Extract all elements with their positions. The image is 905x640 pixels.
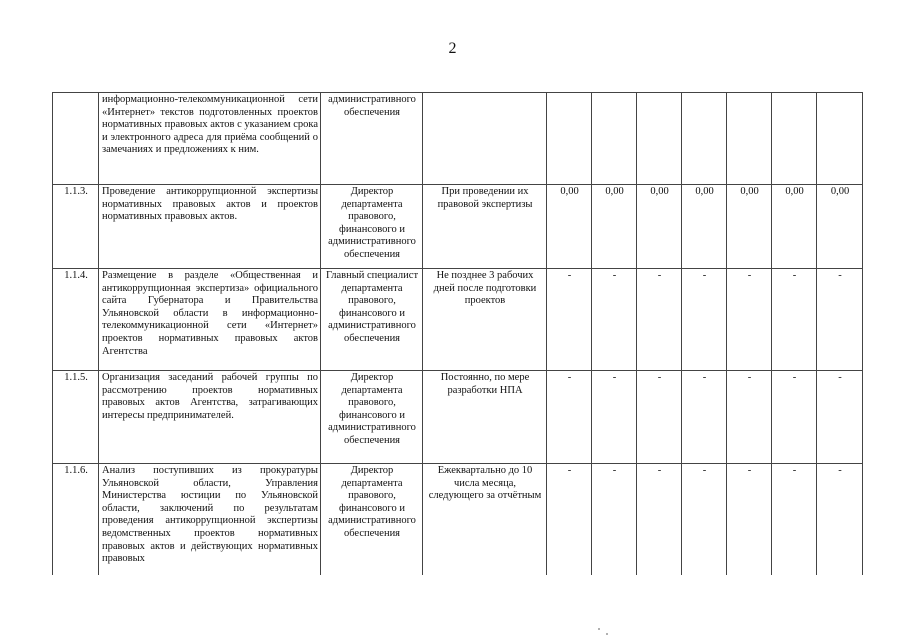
funding-value-cell: 0,00 bbox=[727, 185, 772, 269]
funding-value-cell: - bbox=[817, 269, 863, 371]
funding-value-cell: 0,00 bbox=[772, 185, 817, 269]
deadline-cell: При проведении их правовой экспертизы bbox=[423, 185, 547, 269]
table-row bbox=[53, 269, 863, 371]
funding-value-cell: - bbox=[592, 269, 637, 371]
deadline-cell: Не позднее 3 рабочих дней после подготовки проектов bbox=[423, 269, 547, 371]
deadline-cell: Ежеквартально до 10 числа месяца, следующего за отчётным bbox=[423, 464, 547, 576]
funding-value-cell bbox=[592, 93, 637, 185]
funding-value-cell: - bbox=[682, 269, 727, 371]
funding-value-cell: 0,00 bbox=[682, 185, 727, 269]
item-number-cell bbox=[53, 93, 99, 185]
table-row bbox=[53, 371, 863, 464]
activity-name-cell: Анализ поступивших из прокуратуры Ульяновской области, Управления Министерства юстиции по Ульяновской области, заключений по результатам проведения антикоррупционной экспертизы ведомственных проектов нормативных правовых актов и действующих нормативных правовых bbox=[99, 464, 321, 576]
anticorruption-plan-table bbox=[52, 92, 863, 575]
funding-value-cell: - bbox=[727, 371, 772, 464]
funding-value-cell bbox=[727, 93, 772, 185]
funding-value-cell: - bbox=[817, 464, 863, 576]
funding-value-cell bbox=[772, 93, 817, 185]
item-number-cell: 1.1.5. bbox=[53, 371, 99, 464]
funding-value-cell bbox=[682, 93, 727, 185]
funding-value-cell: - bbox=[637, 371, 682, 464]
funding-value-cell: - bbox=[772, 371, 817, 464]
funding-value-cell: 0,00 bbox=[817, 185, 863, 269]
funding-value-cell: 0,00 bbox=[547, 185, 592, 269]
activity-name-cell: Размещение в разделе «Общественная и антикоррупционная экспертиза» официального сайта Губернатора и Правительства Ульяновской области в информационно-телекоммуникационной сети «Интернет» проектов нормативных правовых актов Агентства bbox=[99, 269, 321, 371]
item-number-cell: 1.1.6. bbox=[53, 464, 99, 576]
funding-value-cell: - bbox=[547, 269, 592, 371]
deadline-cell: Постоянно, по мере разработки НПА bbox=[423, 371, 547, 464]
activity-name-cell: Проведение антикоррупционной экспертизы нормативных правовых актов и проектов нормативных правовых актов. bbox=[99, 185, 321, 269]
funding-value-cell: - bbox=[682, 464, 727, 576]
funding-value-cell: - bbox=[772, 464, 817, 576]
funding-value-cell: - bbox=[682, 371, 727, 464]
responsible-cell: Главный специалист департамента правового, финансового и административного обеспечения bbox=[321, 269, 423, 371]
activity-name-cell: Организация заседаний рабочей группы по рассмотрению проектов нормативных правовых актов Агентства, затрагивающих интересы предпринимателей. bbox=[99, 371, 321, 464]
funding-value-cell bbox=[817, 93, 863, 185]
responsible-cell: Директор департамента правового, финансового и административного обеспечения bbox=[321, 464, 423, 576]
responsible-cell: административного обеспечения bbox=[321, 93, 423, 185]
funding-value-cell: 0,00 bbox=[637, 185, 682, 269]
responsible-cell: Директор департамента правового, финансового и административного обеспечения bbox=[321, 185, 423, 269]
funding-value-cell: - bbox=[637, 464, 682, 576]
funding-value-cell: - bbox=[592, 464, 637, 576]
funding-value-cell: - bbox=[772, 269, 817, 371]
funding-value-cell bbox=[547, 93, 592, 185]
deadline-cell bbox=[423, 93, 547, 185]
funding-value-cell: - bbox=[637, 269, 682, 371]
funding-value-cell: - bbox=[727, 464, 772, 576]
table-row bbox=[53, 93, 863, 185]
item-number-cell: 1.1.4. bbox=[53, 269, 99, 371]
responsible-cell: Директор департамента правового, финансового и административного обеспечения bbox=[321, 371, 423, 464]
table-row bbox=[53, 464, 863, 576]
scan-artifact bbox=[606, 633, 608, 635]
table-row bbox=[53, 185, 863, 269]
scan-artifact bbox=[598, 628, 600, 630]
page-number: 2 bbox=[448, 40, 457, 57]
funding-value-cell: - bbox=[727, 269, 772, 371]
funding-value-cell: - bbox=[547, 371, 592, 464]
funding-value-cell: - bbox=[817, 371, 863, 464]
item-number-cell: 1.1.3. bbox=[53, 185, 99, 269]
funding-value-cell bbox=[637, 93, 682, 185]
funding-value-cell: 0,00 bbox=[592, 185, 637, 269]
funding-value-cell: - bbox=[592, 371, 637, 464]
funding-value-cell: - bbox=[547, 464, 592, 576]
activity-name-cell: информационно-телекоммуникационной сети «Интернет» текстов подготовленных проектов нормативных правовых актов с указанием срока и электронного адреса для приёма сообщений о замечаниях и предложениях к ним. bbox=[99, 93, 321, 185]
